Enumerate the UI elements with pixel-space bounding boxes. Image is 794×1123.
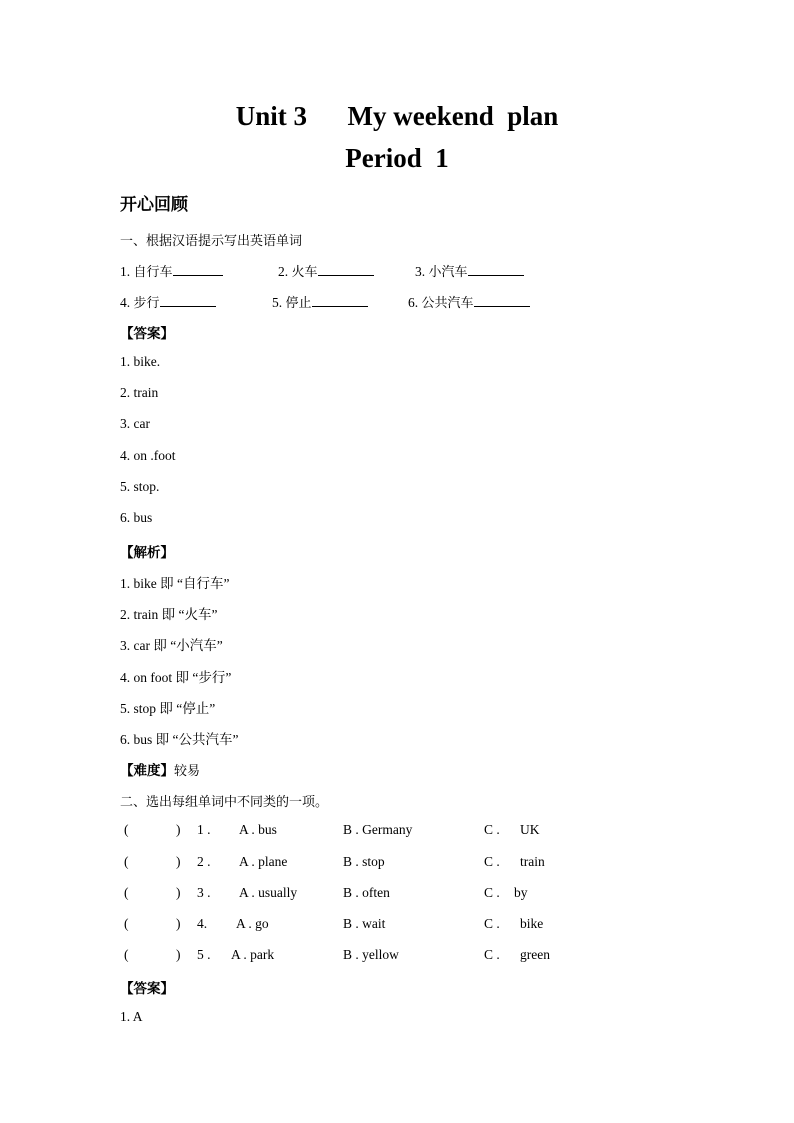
answer-bracket-close: ) <box>176 916 181 931</box>
option-c[interactable]: bike <box>520 916 544 931</box>
section-heading: 开心回顾 <box>120 195 188 215</box>
answer-bracket-open: ( <box>124 854 129 869</box>
option-c[interactable]: train <box>520 854 545 869</box>
answer-line: 2. train <box>120 385 159 400</box>
option-a[interactable]: A . usually <box>239 885 298 900</box>
difficulty-row <box>120 759 200 779</box>
answer-line: 3. car <box>120 416 150 431</box>
analysis-line: 5. stop 即 “停止” <box>120 701 216 716</box>
difficulty-label: 【难度】 <box>120 763 174 779</box>
answer-line: 6. bus <box>120 510 153 525</box>
option-b[interactable]: B . yellow <box>343 947 399 962</box>
option-c[interactable]: by <box>514 885 528 900</box>
option-c-label[interactable]: C . <box>484 947 500 962</box>
option-b[interactable]: B . wait <box>343 916 386 931</box>
option-c-label[interactable]: C . <box>484 854 500 869</box>
question-number: 3 . <box>197 885 211 900</box>
option-c-label[interactable]: C . <box>484 822 500 837</box>
answer-line: 1. bike. <box>120 354 161 369</box>
answer-line: 5. stop. <box>120 479 160 494</box>
answer-blank[interactable] <box>312 294 368 307</box>
analysis-line: 6. bus 即 “公共汽车” <box>120 732 239 747</box>
question-number: 2 . <box>197 854 211 869</box>
option-b[interactable]: B . stop <box>343 854 385 869</box>
part1-item-2: 2. 火车 <box>278 261 374 280</box>
answer-bracket-open: ( <box>124 885 129 900</box>
question-number: 5 . <box>197 947 211 962</box>
part1-instruction: 一、根据汉语提示写出英语单词 <box>120 234 303 249</box>
answer-bracket-close: ) <box>176 947 181 962</box>
part1-item-4: 4. 步行 <box>120 292 216 311</box>
answer-bracket-close: ) <box>176 854 181 869</box>
option-a[interactable]: A . plane <box>239 854 288 869</box>
part1-item-5: 5. 停止 <box>272 292 368 311</box>
answer-bracket-open: ( <box>124 822 129 837</box>
answer-label-2: 【答案】 <box>120 981 174 997</box>
question-number: 4. <box>197 916 208 931</box>
part1-item-6: 6. 公共汽车 <box>408 292 530 311</box>
part1-item-3: 3. 小汽车 <box>415 261 524 280</box>
option-c[interactable]: UK <box>520 822 540 837</box>
option-a[interactable]: A . bus <box>239 822 277 837</box>
answer-blank[interactable] <box>173 263 223 276</box>
analysis-line: 1. bike 即 “自行车” <box>120 576 230 591</box>
answer-bracket-open: ( <box>124 916 129 931</box>
question-number: 1 . <box>197 822 211 837</box>
option-c[interactable]: green <box>520 947 550 962</box>
analysis-line: 2. train 即 “火车” <box>120 607 218 622</box>
answer-bracket-close: ) <box>176 885 181 900</box>
analysis-label: 【解析】 <box>120 545 174 561</box>
answer-line: 4. on .foot <box>120 448 176 463</box>
title-period: Period 1 <box>345 143 449 173</box>
option-c-label[interactable]: C . <box>484 916 500 931</box>
analysis-line: 4. on foot 即 “步行” <box>120 670 232 685</box>
option-a[interactable]: A . go <box>236 916 269 931</box>
difficulty-value: 较易 <box>174 764 201 779</box>
title-unit: Unit 3 My weekend plan <box>235 101 559 131</box>
answer-blank[interactable] <box>160 294 216 307</box>
part1-item-1: 1. 自行车 <box>120 261 223 280</box>
answer-bracket-close: ) <box>176 822 181 837</box>
answer-blank[interactable] <box>468 263 524 276</box>
option-b[interactable]: B . Germany <box>343 822 413 837</box>
analysis-line: 3. car 即 “小汽车” <box>120 638 223 653</box>
part2-instruction: 二、选出每组单词中不同类的一项。 <box>120 795 329 810</box>
answer-blank[interactable] <box>474 294 530 307</box>
answer-blank[interactable] <box>318 263 374 276</box>
answer-label: 【答案】 <box>120 326 174 342</box>
answer-bracket-open: ( <box>124 947 129 962</box>
option-a[interactable]: A . park <box>231 947 275 962</box>
answer-line: 1. A <box>120 1009 143 1024</box>
option-b[interactable]: B . often <box>343 885 390 900</box>
option-c-label[interactable]: C . <box>484 885 500 900</box>
